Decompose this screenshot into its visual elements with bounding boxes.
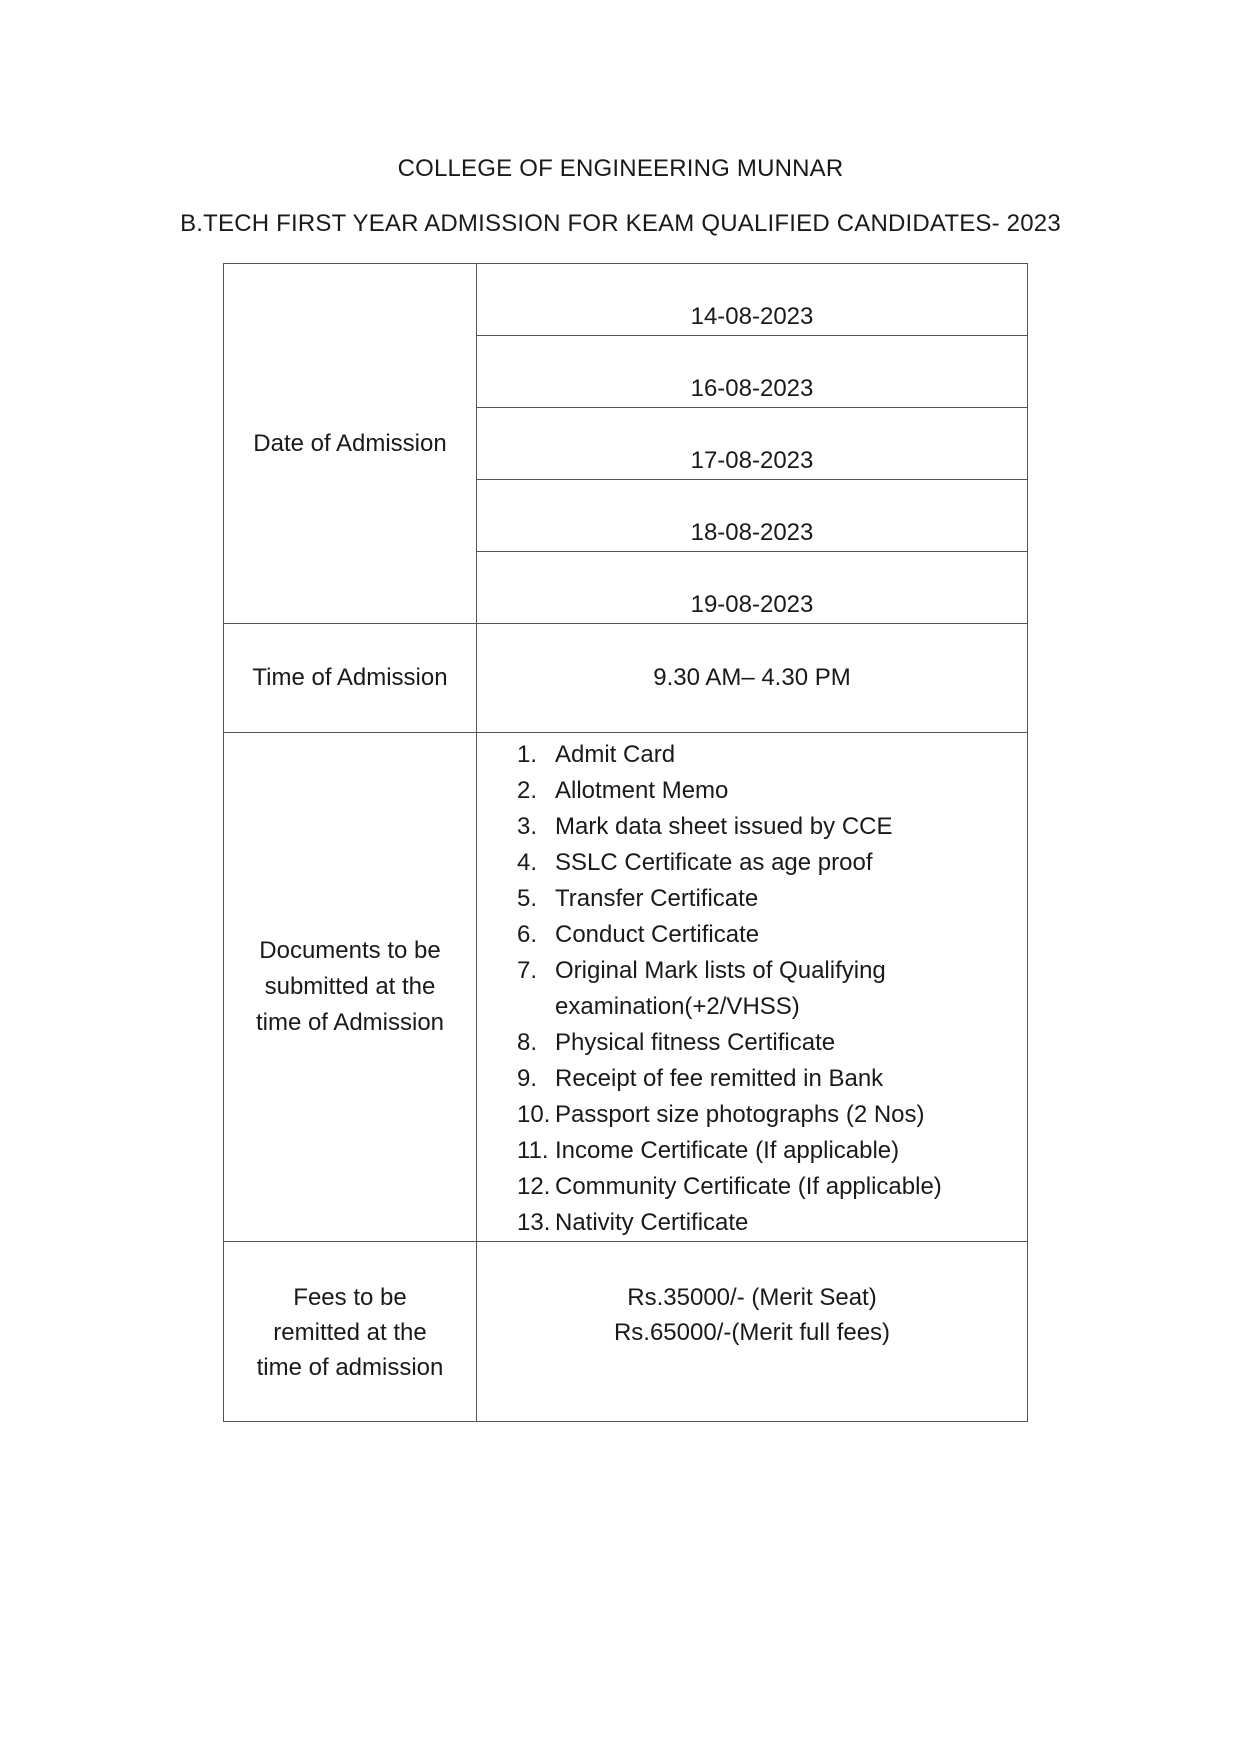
documents-row <box>224 733 1028 1242</box>
document-item <box>517 953 1027 1025</box>
admission-date: 17-08-2023 <box>477 408 1028 480</box>
document-text: Physical fitness Certificate <box>555 1029 836 1056</box>
fees-label <box>224 1242 477 1422</box>
document-item <box>517 1133 1027 1169</box>
documents-label <box>224 733 477 1242</box>
time-row <box>224 624 1028 733</box>
document-text: Admit Card <box>555 741 676 768</box>
document-number: 11. <box>517 1137 549 1164</box>
fee-merit-full: Rs.65000/-(Merit full fees) <box>613 1319 891 1346</box>
admission-date: 19-08-2023 <box>477 552 1028 624</box>
document-item <box>517 1025 1027 1061</box>
date-row <box>224 264 1028 336</box>
document-text: Transfer Certificate <box>555 885 759 912</box>
admission-info-table <box>223 263 1028 1422</box>
document-text: Receipt of fee remitted in Bank <box>555 1065 884 1092</box>
time-of-admission-label: Time of Admission <box>224 624 477 733</box>
date-of-admission-label: Date of Admission <box>224 264 477 624</box>
document-item <box>517 737 1027 773</box>
document-item <box>517 845 1027 881</box>
document-number: 12. <box>517 1173 551 1200</box>
documents-label-line: Documents to be <box>259 937 441 964</box>
time-of-admission-value: 9.30 AM– 4.30 PM <box>477 624 1028 733</box>
document-item <box>517 1097 1027 1133</box>
documents-list <box>477 737 1027 1241</box>
document-text: Original Mark lists of Qualifying examination(+2/VHSS) <box>555 957 886 1020</box>
documents-label-line: time of Admission <box>255 1009 445 1036</box>
fees-label-line: time of admission <box>256 1354 444 1381</box>
document-item <box>517 809 1027 845</box>
document-number: 5. <box>517 885 538 912</box>
document-item <box>517 1061 1027 1097</box>
document-text: Nativity Certificate <box>555 1209 749 1236</box>
document-number: 2. <box>517 777 538 804</box>
notice-title: B.TECH FIRST YEAR ADMISSION FOR KEAM QUALIFIED CANDIDATES- 2023 <box>180 210 1061 237</box>
fees-value-cell <box>477 1242 1028 1422</box>
admission-date: 16-08-2023 <box>477 336 1028 408</box>
document-text: Passport size photographs (2 Nos) <box>555 1101 925 1128</box>
document-item <box>517 917 1027 953</box>
document-text: Conduct Certificate <box>555 921 760 948</box>
document-number: 13. <box>517 1209 551 1236</box>
fees-label-line: Fees to be <box>293 1284 407 1311</box>
document-number: 10. <box>517 1101 551 1128</box>
college-name: COLLEGE OF ENGINEERING MUNNAR <box>397 155 844 182</box>
document-number: 1. <box>517 741 538 768</box>
document-number: 6. <box>517 921 538 948</box>
document-number: 3. <box>517 813 538 840</box>
document-item <box>517 773 1027 809</box>
document-number: 8. <box>517 1029 538 1056</box>
admission-date: 14-08-2023 <box>477 264 1028 336</box>
document-text: Mark data sheet issued by CCE <box>555 813 893 840</box>
document-number: 4. <box>517 849 538 876</box>
document-text: SSLC Certificate as age proof <box>555 849 873 876</box>
fees-row <box>224 1242 1028 1422</box>
admission-date: 18-08-2023 <box>477 480 1028 552</box>
document-item <box>517 1169 1027 1205</box>
fees-label-line: remitted at the <box>273 1319 427 1346</box>
document-item <box>517 881 1027 917</box>
document-text: Income Certificate (If applicable) <box>555 1137 900 1164</box>
document-number: 9. <box>517 1065 538 1092</box>
documents-label-line: submitted at the <box>264 973 436 1000</box>
document-number: 7. <box>517 957 538 984</box>
documents-list-cell <box>477 733 1028 1242</box>
document-text: Allotment Memo <box>555 777 729 804</box>
document-item <box>517 1205 1027 1241</box>
fee-merit-seat: Rs.35000/- (Merit Seat) <box>627 1284 877 1311</box>
document-text: Community Certificate (If applicable) <box>555 1173 942 1200</box>
